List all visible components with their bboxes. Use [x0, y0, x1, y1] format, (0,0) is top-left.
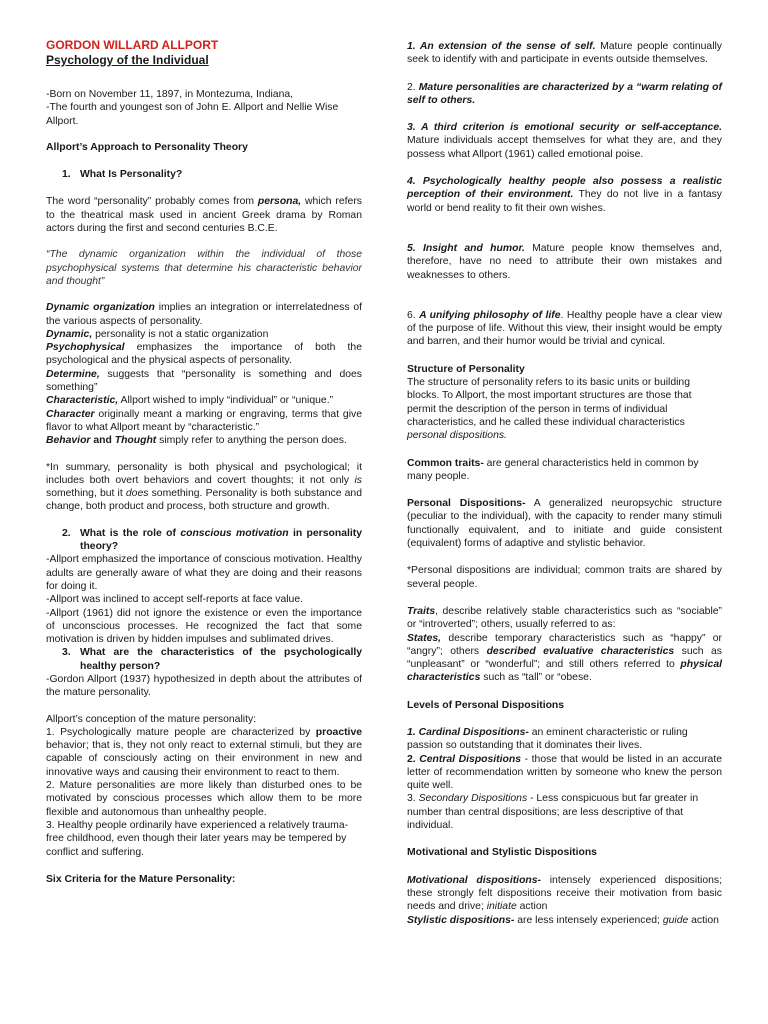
characteristic-text: Allport wished to imply “individual” or “unique.”: [118, 395, 334, 407]
question-2-text-a: What is the role of: [80, 527, 181, 539]
traits-text: , describe relatively stable characteristics such as “sociable” or “introverted”; others, usually referred to as:: [407, 605, 722, 631]
document-title: GORDON WILLARD ALLPORT: [46, 38, 219, 52]
question-2-text-c: in personality theory?: [80, 527, 362, 553]
motivational-end: action: [516, 901, 548, 913]
question-2-answer-1: -Allport emphasized the importance of conscious motivation. Healthy adults are generally aware of what they are doing and their reasons for doing it.: [46, 554, 362, 592]
right-column: [407, 40, 722, 927]
stylistic-dispositions: [407, 914, 722, 927]
stylistic-term: Stylistic dispositions-: [407, 914, 515, 926]
dynamic-organization-text: implies an integration or interrelatedness of the various aspects of personality.: [46, 302, 362, 327]
personal-dispositions-term: personal dispositions.: [407, 430, 507, 442]
states-text-e: such as “tall” or “obese.: [480, 672, 592, 684]
dynamic-line: [46, 328, 362, 341]
conception-1-text-c: behavior; that is, they not only react to external stimuli, but they are capable of consciously acting on their environment in new and innovative ways and causing their environment to react to them.: [46, 740, 362, 778]
dynamic-text: personality is not a static organization: [92, 328, 269, 340]
evaluative-term: described evaluative characteristics: [486, 645, 675, 657]
motivational-term: Motivational dispositions-: [407, 874, 541, 886]
question-2-answer-2: -Allport was inclined to accept self-reports at face value.: [46, 594, 304, 606]
structure-heading: Structure of Personality: [407, 363, 525, 375]
central-text: - those that would be listed in an accurate letter of recommendation written by someone who knew the person quite well.: [407, 753, 722, 792]
criterion-5-text: Mature people know themselves and, therefore, have no need to attribute their own mistakes and weaknesses to others.: [407, 242, 722, 281]
persona-text-c: which refers to the theatrical mask used in ancient Greek drama by Roman actors during the first and second centuries B.C.E.: [46, 196, 362, 235]
criterion-1-text: Mature people continually seek to identify with and participate in events outside themselves.: [407, 41, 723, 66]
question-3-number: 3.: [62, 647, 71, 659]
common-traits-term: Common traits-: [407, 457, 484, 469]
criterion-5: [407, 242, 722, 282]
son-line: -The fourth and youngest son of John E. Allport and Nellie Wise Allport.: [46, 102, 339, 127]
initiate-word: initiate: [486, 901, 517, 913]
character-line: [46, 408, 362, 435]
personal-dispositions: [407, 497, 722, 550]
structure-paragraph: [407, 376, 722, 442]
proactive-term: proactive: [315, 726, 362, 738]
conception-1-text-a: 1. Psychologically mature people are characterized by: [46, 726, 316, 738]
summary-paragraph: [46, 461, 362, 514]
criterion-3-term: 3. A third criterion is emotional security or self-acceptance.: [407, 122, 722, 134]
summary-does: does: [125, 488, 149, 500]
criterion-6: [407, 309, 722, 349]
motivational-dispositions: [407, 874, 722, 914]
question-2-term: conscious motivation: [180, 527, 289, 539]
common-traits-text: are general characteristics held in common by many people.: [407, 457, 699, 482]
summary-text-a: *In summary, personality is both physical and psychological; it includes both overt behaviors and covert thoughts; it not only: [46, 461, 362, 486]
question-3-answer: -Gordon Allport (1937) hypothesized in depth about the attributes of the mature personality.: [46, 673, 362, 699]
dynamic-term: Dynamic,: [46, 328, 93, 340]
approach-heading: Allport’s Approach to Personality Theory: [46, 141, 248, 153]
cardinal-text: an eminent characteristic or ruling passion so outstanding that it dominates their lives.: [407, 726, 688, 752]
behavior-term: Behavior: [46, 435, 91, 447]
stylistic-text: are less intensely experienced;: [514, 914, 663, 926]
level-2: [407, 753, 722, 793]
question-2: [46, 527, 362, 554]
secondary-term: Secondary Dispositions: [418, 793, 528, 805]
criterion-2: [407, 81, 722, 108]
birth-line: -Born on November 11, 1897, in Montezuma, Indiana,: [46, 89, 294, 100]
criterion-4: [407, 175, 722, 215]
question-2-text: [80, 527, 362, 554]
document-subtitle: Psychology of the Individual: [46, 53, 209, 67]
dynamic-organization: [46, 301, 362, 328]
criterion-1-term: 1. An extension of the sense of self.: [407, 41, 596, 52]
question-2-number: 2.: [62, 527, 71, 539]
question-1-text: What Is Personality?: [80, 169, 183, 181]
summary-text-b: something, but it: [46, 488, 126, 500]
question-1: [46, 168, 362, 181]
stylistic-end: action: [688, 914, 719, 926]
question-3-text: What are the characteristics of the psychologically healthy person?: [80, 647, 362, 672]
characteristic-line: [46, 394, 362, 407]
psychophysical-text: emphasizes the importance of both the psychological and the physical aspects of personality.: [46, 342, 362, 367]
determine-line: [46, 368, 362, 395]
motivational-text: intensely experienced dispositions; these strongly felt dispositions receive their motivation from basic needs and drive;: [407, 874, 722, 913]
persona-text-a: The word “personality” probably comes from: [46, 196, 258, 208]
level-3: [407, 792, 722, 832]
criterion-6-number: 6.: [407, 309, 420, 321]
guide-word: guide: [662, 914, 689, 926]
level-1: [407, 726, 722, 753]
conception-item-2: 2. Mature personalities are more likely than disturbed ones to be motivated by conscious processes which allow them to be more flexible and autonomous than unhealthy people.: [46, 780, 362, 818]
characteristic-term: Characteristic,: [46, 395, 119, 407]
cardinal-term: Cardinal Dispositions-: [418, 726, 529, 738]
central-term: Central Dispositions: [419, 753, 522, 765]
traits-line: [407, 605, 722, 632]
character-term: Character: [46, 408, 95, 420]
persona-term: persona,: [257, 196, 302, 208]
psychophysical-term: Psychophysical: [46, 342, 125, 354]
criterion-5-term: 5. Insight and humor.: [407, 242, 525, 254]
states-line: [407, 632, 722, 685]
structure-text: The structure of personality refers to its basic units or building blocks. To Allport, the most important structures are those that permit the description of the person in terms of individual characteristics, and he called these individual characteristics: [407, 377, 692, 428]
common-traits: [407, 457, 722, 484]
persona-paragraph: [46, 195, 362, 235]
motivational-stylistic-heading: Motivational and Stylistic Dispositions: [407, 847, 597, 859]
dynamic-organization-term: Dynamic organization: [46, 302, 155, 314]
criterion-4-term: 4. Psychologically healthy people also possess a realistic perception of their environment.: [407, 176, 722, 201]
behavior-and: and: [90, 435, 115, 447]
states-text-a: describe temporary characteristics such as “happy” or “angry”; others: [407, 632, 722, 657]
states-text-c: such as “unpleasant” or “wonderful”; and still others referred to: [407, 645, 722, 671]
question-1-number: 1.: [62, 169, 71, 181]
states-term: States,: [407, 632, 442, 644]
behavior-text: simply refer to anything the person does.: [156, 435, 347, 447]
level-3-number: 3.: [407, 793, 419, 805]
criterion-3: [407, 121, 722, 161]
secondary-text: - Less conspicuous but far greater in number than central dispositions; are less descriptive of that individual.: [407, 793, 699, 832]
criterion-4-text: They do not live in a fantasy world or bend reality to fit their own wishes.: [407, 189, 722, 214]
criterion-3-text: Mature individuals accept themselves for what they are, and they possess what Allport (1961) called emotional poise.: [407, 135, 722, 160]
summary-text-c: something. Personality is both substance and change, both product and process, both structure and growth.: [46, 488, 362, 513]
traits-term: Traits: [407, 605, 436, 617]
six-criteria-heading: Six Criteria for the Mature Personality:: [46, 873, 236, 885]
criterion-1: [407, 40, 722, 67]
thought-term: Thought: [114, 435, 157, 447]
conception-item-3: 3. Healthy people ordinarily have experienced a relatively trauma-free childhood, even though their later years may be tempered by conflict and suffering.: [46, 819, 349, 858]
question-2-answer-3: -Allport (1961) did not ignore the existence or even the importance of unconscious processes. He recognized the fact that some motivation is driven by hidden impulses and sublimated drives.: [46, 607, 362, 646]
personal-dispositions-heading: Personal Dispositions-: [407, 498, 526, 510]
left-column: [46, 38, 362, 886]
criterion-2-term: Mature personalities are characterized by a “warm relating of self to others.: [407, 81, 722, 106]
criterion-6-term: A unifying philosophy of life: [419, 309, 561, 321]
determine-term: Determine,: [46, 368, 100, 380]
criterion-2-number: 2.: [407, 81, 419, 93]
criterion-6-text: . Healthy people have a clear view of the purpose of life. Without this view, their insight would be empty and barren, and their humor would be trivial and cynical.: [407, 309, 722, 348]
conception-item-1: [46, 726, 362, 779]
level-2-number: 2.: [407, 753, 420, 765]
levels-heading: Levels of Personal Dispositions: [407, 699, 565, 711]
dispositions-note: *Personal dispositions are individual; common traits are shared by several people.: [407, 565, 722, 590]
question-3: [46, 646, 362, 673]
level-1-number: 1.: [407, 726, 419, 738]
determine-text: suggests that “personality is something and does something”: [46, 368, 362, 394]
definition-quote: “The dynamic organization within the individual of those psychophysical systems that determine his characteristic behavior and thought”: [46, 249, 362, 287]
character-text: originally meant a marking or engraving, terms that give flavor to what Allport meant by “characteristic.”: [46, 408, 362, 433]
physical-term: physical characteristics: [407, 659, 722, 684]
personal-dispositions-text: A generalized neuropsychic structure (peculiar to the individual), with the capacity to render many stimuli functionally equivalent, and to initiate and guide consistent (equivalent) forms of adaptive and stylistic behavior.: [407, 498, 722, 550]
behavior-line: [46, 434, 362, 447]
summary-is: is: [354, 474, 362, 486]
psychophysical-line: [46, 341, 362, 368]
conception-heading: Allport’s conception of the mature personality:: [46, 713, 257, 725]
